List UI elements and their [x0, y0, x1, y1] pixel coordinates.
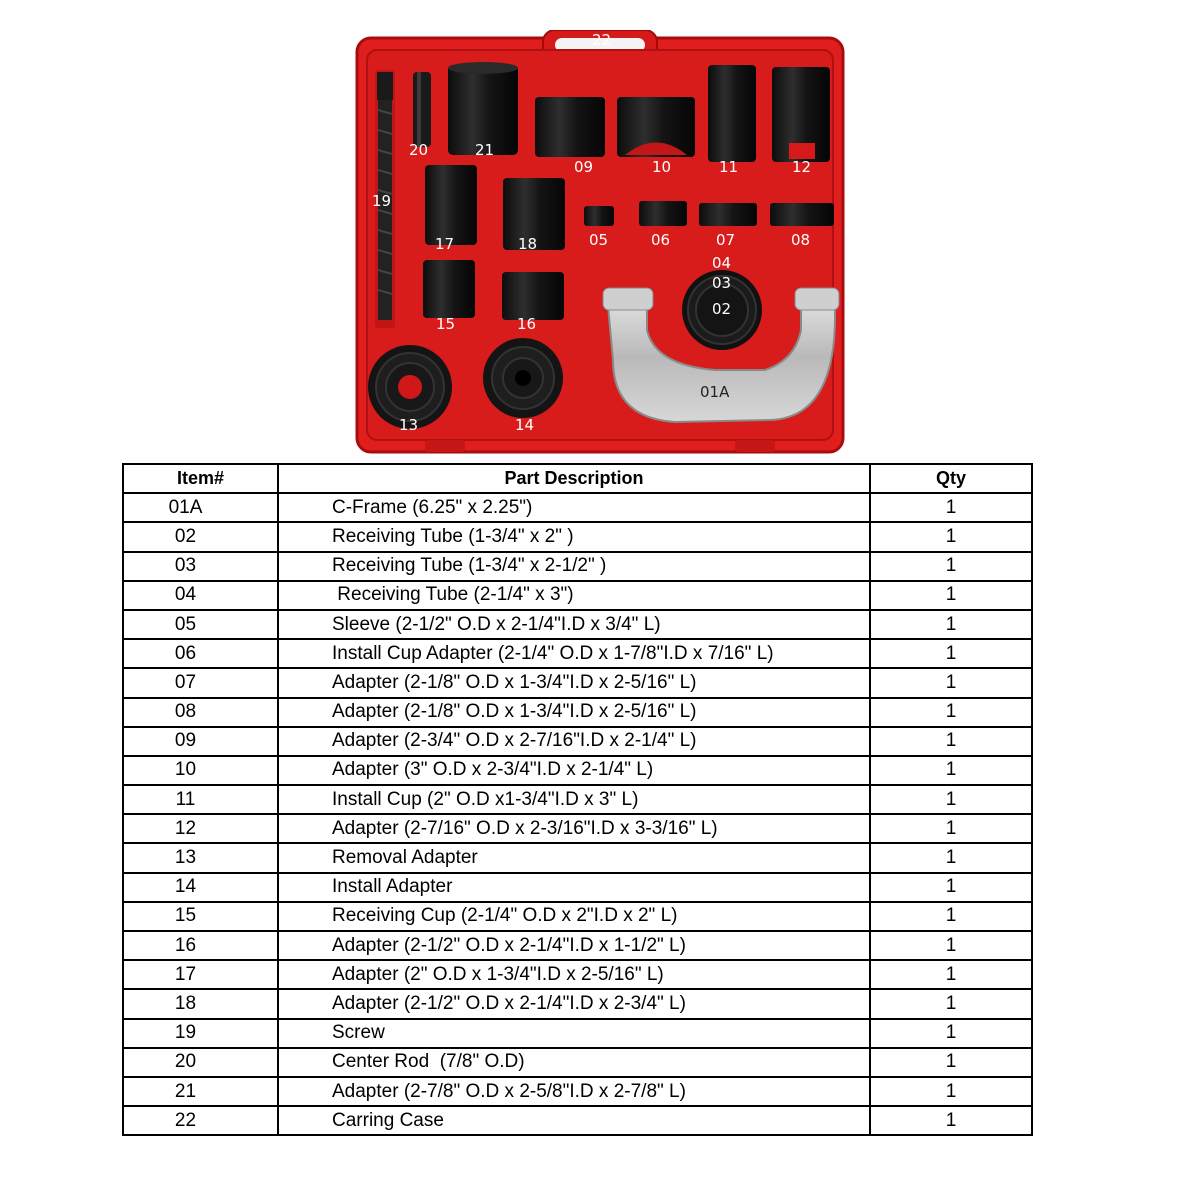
table-row — [123, 1106, 1032, 1135]
label-06: 06 — [651, 231, 671, 249]
table-row — [123, 493, 1032, 522]
table-row — [123, 843, 1032, 872]
label-05: 05 — [589, 231, 609, 249]
description-cell: Removal Adapter — [278, 843, 870, 872]
description-cell: Adapter (2-7/16" O.D x 2-3/16"I.D x 3-3/16" L) — [278, 814, 870, 843]
item-cell: 16 — [123, 931, 278, 960]
description-cell: Install Adapter — [278, 873, 870, 902]
part-08 — [770, 203, 834, 226]
table-row — [123, 1077, 1032, 1106]
qty-cell: 1 — [870, 493, 1032, 522]
table-header-row — [123, 464, 1032, 493]
description-cell: Screw — [278, 1019, 870, 1048]
qty-cell: 1 — [870, 1077, 1032, 1106]
item-cell: 22 — [123, 1106, 278, 1135]
qty-cell: 1 — [870, 989, 1032, 1018]
table-row — [123, 814, 1032, 843]
header-qty: Qty — [870, 464, 1032, 493]
description-cell: Adapter (2-1/2" O.D x 2-1/4"I.D x 1-1/2" L) — [278, 931, 870, 960]
qty-cell: 1 — [870, 639, 1032, 668]
item-cell: 21 — [123, 1077, 278, 1106]
part-15 — [423, 260, 475, 318]
table-row — [123, 1019, 1032, 1048]
table-row — [123, 873, 1032, 902]
description-cell: Carring Case — [278, 1106, 870, 1135]
item-cell: 17 — [123, 960, 278, 989]
item-cell: 05 — [123, 610, 278, 639]
qty-cell: 1 — [870, 552, 1032, 581]
label-08: 08 — [791, 231, 811, 249]
label-01a: 01A — [700, 383, 730, 401]
item-cell: 01A — [123, 493, 278, 522]
table-row — [123, 552, 1032, 581]
label-19: 19 — [372, 192, 392, 210]
qty-cell: 1 — [870, 1106, 1032, 1135]
label-13: 13 — [399, 416, 419, 434]
table-row — [123, 727, 1032, 756]
item-cell: 14 — [123, 873, 278, 902]
label-02: 02 — [712, 300, 732, 318]
description-cell: Adapter (2" O.D x 1-3/4"I.D x 2-5/16" L) — [278, 960, 870, 989]
item-cell: 19 — [123, 1019, 278, 1048]
table-row — [123, 960, 1032, 989]
qty-cell: 1 — [870, 902, 1032, 931]
label-10: 10 — [652, 158, 672, 176]
qty-cell: 1 — [870, 581, 1032, 610]
center-rod-part — [413, 72, 431, 147]
qty-cell: 1 — [870, 668, 1032, 697]
label-21: 21 — [475, 141, 495, 159]
label-03: 03 — [712, 274, 732, 292]
part-05 — [584, 206, 614, 226]
header-item: Item# — [123, 464, 278, 493]
qty-cell: 1 — [870, 727, 1032, 756]
description-cell: Adapter (2-1/8" O.D x 1-3/4"I.D x 2-5/16" L) — [278, 698, 870, 727]
table-row — [123, 1048, 1032, 1077]
item-cell: 02 — [123, 522, 278, 551]
label-07: 07 — [716, 231, 736, 249]
table-row — [123, 785, 1032, 814]
part-14 — [483, 338, 563, 418]
table-row — [123, 902, 1032, 931]
part-06 — [639, 201, 687, 226]
item-cell: 11 — [123, 785, 278, 814]
description-cell: Receiving Cup (2-1/4" O.D x 2"I.D x 2" L) — [278, 902, 870, 931]
part-09 — [535, 97, 605, 157]
label-14: 14 — [515, 416, 535, 434]
item-cell: 12 — [123, 814, 278, 843]
parts-table — [122, 463, 1033, 1136]
label-12: 12 — [792, 158, 812, 176]
qty-cell: 1 — [870, 843, 1032, 872]
label-15: 15 — [436, 315, 456, 333]
label-09: 09 — [574, 158, 594, 176]
qty-cell: 1 — [870, 756, 1032, 785]
table-row — [123, 522, 1032, 551]
latch-right — [735, 440, 775, 452]
description-cell: Center Rod (7/8" O.D) — [278, 1048, 870, 1077]
label-11: 11 — [719, 158, 739, 176]
latch-left — [425, 440, 465, 452]
item-cell: 06 — [123, 639, 278, 668]
parts-table-body — [123, 493, 1032, 1135]
description-cell: Adapter (2-7/8" O.D x 2-5/8"I.D x 2-7/8" L) — [278, 1077, 870, 1106]
part-07 — [699, 203, 757, 226]
header-description: Part Description — [278, 464, 870, 493]
qty-cell: 1 — [870, 960, 1032, 989]
item-cell: 07 — [123, 668, 278, 697]
table-row — [123, 610, 1032, 639]
table-row — [123, 581, 1032, 610]
item-cell: 10 — [123, 756, 278, 785]
item-cell: 04 — [123, 581, 278, 610]
table-row — [123, 756, 1032, 785]
label-18: 18 — [518, 235, 538, 253]
description-cell: Adapter (3" O.D x 2-3/4"I.D x 2-1/4" L) — [278, 756, 870, 785]
label-17: 17 — [435, 235, 455, 253]
part-17 — [425, 165, 477, 245]
item-cell: 03 — [123, 552, 278, 581]
qty-cell: 1 — [870, 785, 1032, 814]
item-cell: 20 — [123, 1048, 278, 1077]
table-row — [123, 668, 1032, 697]
table-row — [123, 698, 1032, 727]
qty-cell: 1 — [870, 873, 1032, 902]
description-cell: Receiving Tube (2-1/4" x 3") — [278, 581, 870, 610]
qty-cell: 1 — [870, 698, 1032, 727]
part-11 — [708, 65, 756, 162]
item-cell: 13 — [123, 843, 278, 872]
table-row — [123, 931, 1032, 960]
tool-case-illustration — [355, 30, 845, 460]
table-row — [123, 989, 1032, 1018]
description-cell: Install Cup Adapter (2-1/4" O.D x 1-7/8"I.D x 7/16" L) — [278, 639, 870, 668]
part-16 — [502, 272, 564, 320]
item-cell: 08 — [123, 698, 278, 727]
qty-cell: 1 — [870, 1019, 1032, 1048]
label-20: 20 — [409, 141, 429, 159]
item-cell: 15 — [123, 902, 278, 931]
description-cell: Adapter (2-1/8" O.D x 1-3/4"I.D x 2-5/16" L) — [278, 668, 870, 697]
qty-cell: 1 — [870, 814, 1032, 843]
table-row — [123, 639, 1032, 668]
description-cell: Adapter (2-1/2" O.D x 2-1/4"I.D x 2-3/4" L) — [278, 989, 870, 1018]
description-cell: Adapter (2-3/4" O.D x 2-7/16"I.D x 2-1/4" L) — [278, 727, 870, 756]
description-cell: Install Cup (2" O.D x1-3/4"I.D x 3" L) — [278, 785, 870, 814]
description-cell: Receiving Tube (1-3/4" x 2" ) — [278, 522, 870, 551]
item-cell: 18 — [123, 989, 278, 1018]
qty-cell: 1 — [870, 522, 1032, 551]
description-cell: C-Frame (6.25" x 2.25") — [278, 493, 870, 522]
item-cell: 09 — [123, 727, 278, 756]
label-04: 04 — [712, 254, 732, 272]
qty-cell: 1 — [870, 931, 1032, 960]
description-cell: Receiving Tube (1-3/4" x 2-1/2" ) — [278, 552, 870, 581]
description-cell: Sleeve (2-1/2" O.D x 2-1/4"I.D x 3/4" L) — [278, 610, 870, 639]
qty-cell: 1 — [870, 1048, 1032, 1077]
label-16: 16 — [517, 315, 537, 333]
qty-cell: 1 — [870, 610, 1032, 639]
case-number-label: 22 — [592, 31, 612, 49]
